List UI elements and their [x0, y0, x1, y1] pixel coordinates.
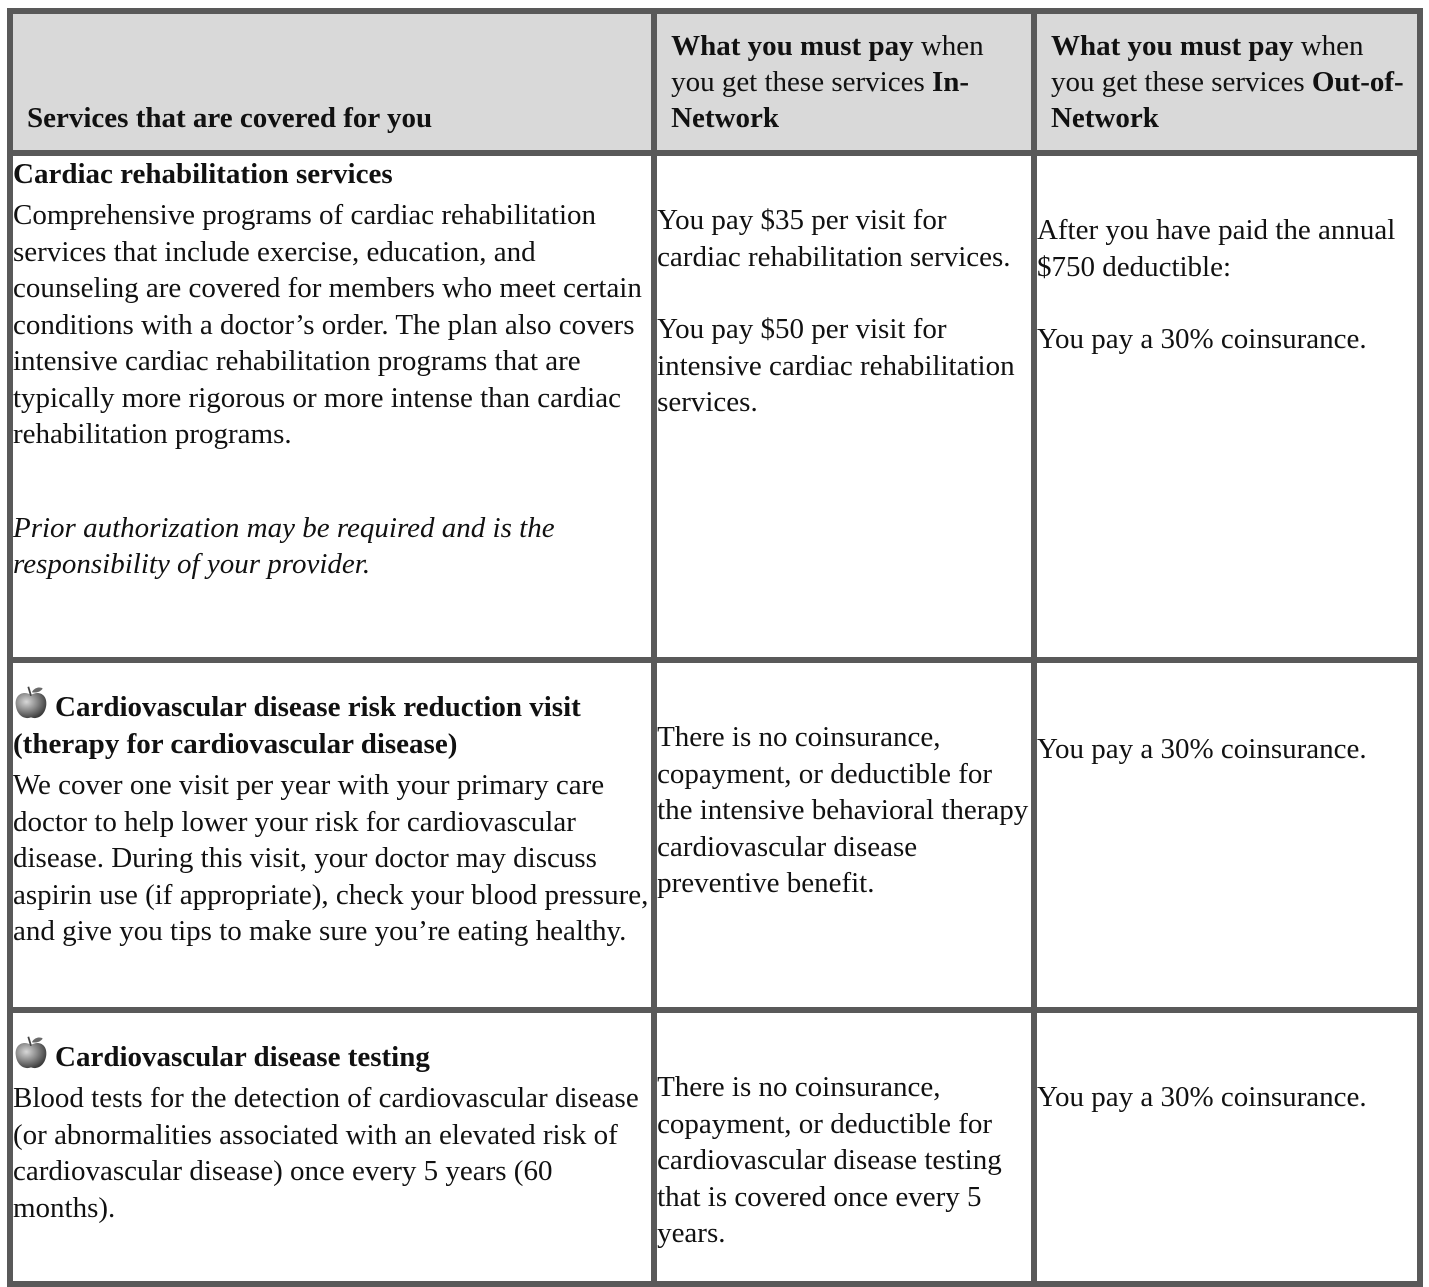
service-title-block [13, 1035, 651, 1076]
header-in-network-lead: What you must pay [671, 30, 914, 62]
header-row [10, 11, 1420, 153]
service-cell [10, 660, 654, 1010]
apple-icon [13, 685, 49, 721]
service-title-block [13, 685, 651, 763]
header-out-network-mid: when you get these services [1050, 30, 1364, 98]
table-row [10, 153, 1420, 660]
apple-icon [13, 1035, 49, 1071]
out-of-network-cell [1034, 153, 1420, 660]
header-out-network-lead: What you must pay [1050, 30, 1294, 62]
out-of-network-text: After you have paid the annual $750 deductible: [1036, 214, 1396, 283]
service-cell [10, 153, 654, 660]
header-in-network [654, 11, 1034, 153]
header-services [10, 11, 654, 153]
header-in-network-tail: In-Network [671, 66, 970, 134]
out-of-network-text: You pay a 30% coinsurance. [1036, 1081, 1367, 1113]
out-of-network-text: You pay a 30% coinsurance. [1036, 733, 1367, 765]
service-description: Blood tests for the detection of cardiovascular disease (or abnormalities associated with an elevated risk of cardiovascular disease) once every 5 years (60 months). [13, 1082, 639, 1224]
in-network-text: There is no coinsurance, copayment, or deductible for the intensive behavioral therapy cardiovascular disease preventive benefit. [657, 721, 1029, 899]
service-description: We cover one visit per year with your primary care doctor to help lower your risk for cardiovascular disease. During this visit, your doctor may discuss aspirin use (if appropriate), check your blood pressure, and give you tips to make sure you’re eating healthy. [13, 769, 649, 947]
service-title: Cardiovascular disease risk reduction visit (therapy for cardiovascular disease) [13, 691, 581, 760]
in-network-cell [654, 153, 1034, 660]
table-row [10, 1010, 1420, 1284]
service-cell [10, 1010, 654, 1284]
service-note: Prior authorization may be required and is the responsibility of your provider. [13, 511, 555, 580]
header-out-of-network [1034, 11, 1420, 153]
in-network-text: You pay $35 per visit for cardiac rehabilitation services. [657, 204, 1011, 273]
in-network-text: There is no coinsurance, copayment, or deductible for cardiovascular disease testing that is covered once every 5 years. [657, 1071, 1002, 1249]
out-of-network-text: You pay a 30% coinsurance. [1036, 323, 1367, 355]
service-description: Comprehensive programs of cardiac rehabilitation services that include exercise, education, and counseling are covered for members who meet certain conditions with a doctor’s order. The plan also covers intensive cardiac rehabilitation programs that are typically more rigorous or more intense than cardiac rehabilitation programs. [13, 199, 642, 450]
header-services-label: Services that are covered for you [27, 102, 433, 134]
in-network-text: You pay $50 per visit for intensive cardiac rehabilitation services. [657, 313, 1015, 418]
benefits-table [7, 8, 1423, 1287]
in-network-cell [654, 1010, 1034, 1284]
header-in-network-mid: when you get these services [671, 30, 984, 98]
service-title: Cardiovascular disease testing [55, 1041, 430, 1073]
in-network-cell [654, 660, 1034, 1010]
service-title: Cardiac rehabilitation services [13, 158, 393, 190]
out-of-network-cell [1034, 660, 1420, 1010]
table-row [10, 660, 1420, 1010]
out-of-network-cell [1034, 1010, 1420, 1284]
header-out-network-tail: Out-of-Network [1050, 66, 1404, 134]
